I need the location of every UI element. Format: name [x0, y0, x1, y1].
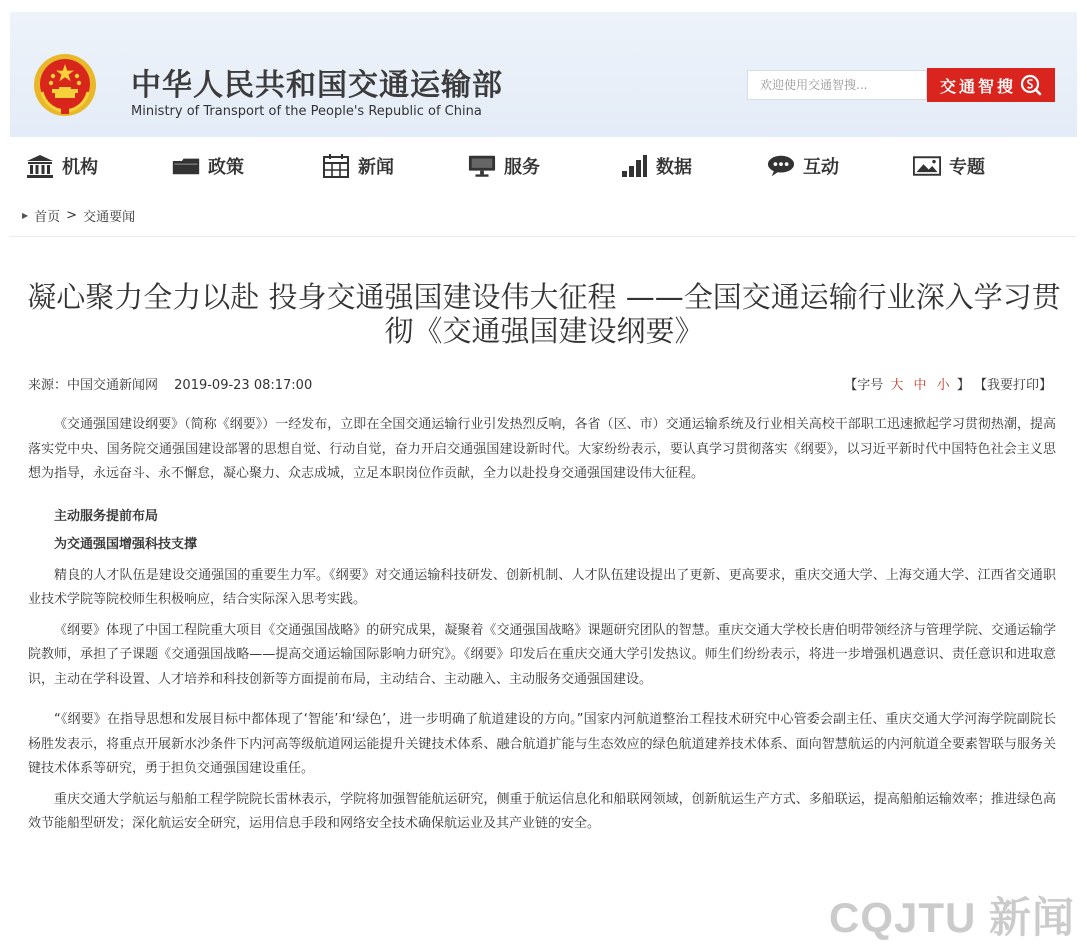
font-size-label-close: 】	[956, 378, 970, 393]
article-datetime: 2019-09-23 08:17:00	[174, 378, 313, 393]
breadcrumb-home-link[interactable]: 首页	[34, 210, 61, 225]
watermark-logo: CQJTU 新闻	[828, 894, 1075, 941]
search-button-label: 交通智搜	[939, 76, 1016, 96]
nav-item-xinwen[interactable]	[322, 150, 394, 182]
national-emblem-icon[interactable]	[32, 52, 98, 118]
nav-item-zhuanti[interactable]	[913, 150, 985, 182]
nav-item-zhengce[interactable]	[172, 150, 244, 182]
chat-bubble-icon	[767, 154, 795, 178]
nav-label: 服务	[504, 157, 540, 178]
nav-item-shuju[interactable]	[620, 150, 692, 182]
article-subheading: 主动服务提前布局	[54, 508, 159, 524]
font-size-medium-button[interactable]: 中	[913, 378, 927, 393]
nav-label: 数据	[656, 157, 692, 178]
article-paragraph: 重庆交通大学航运与船舶工程学院院长雷林表示，学院将加强智能航运研究，侧重于航运信息化和船联网领域，创新航运生产方式、多船联运，提高船舶运输效率；推进绿色高效节能船型研发；深化航运安全研究，运用信息手段和网络安全技术确保航运业及其产业链的安全。	[28, 791, 1056, 831]
site-title: 中华人民共和国交通运输部	[131, 68, 503, 103]
article-source: 来源：中国交通新闻网	[28, 378, 159, 393]
site-header	[10, 12, 1077, 137]
article-paragraph: 《纲要》体现了中国工程院重大项目《交通强国战略》的研究成果，凝聚着《交通强国战略》课题研究团队的智慧。重庆交通大学校长唐伯明带领经济与管理学院、交通运输学院教师，承担了子课题《交通强国战略——提高交通运输国际影响力研究》。《纲要》印发后在重庆交通大学引发热议。师生们纷纷表示，将进一步增强机遇意识、责任意识和进取意识，主动在学科设置、人才培养和科技创新等方面提前布局，主动结合、主动融入、主动服务交通强国建设。	[28, 622, 1056, 687]
nav-label: 互动	[803, 157, 839, 178]
print-button[interactable]: 【我要打印】	[973, 378, 1052, 393]
nav-label: 专题	[949, 157, 985, 178]
folder-icon	[172, 154, 200, 178]
bar-chart-icon	[620, 154, 648, 178]
nav-item-hudong[interactable]	[767, 150, 839, 182]
newspaper-icon	[322, 154, 350, 178]
breadcrumb	[22, 206, 135, 225]
article-paragraph: 精良的人才队伍是建设交通强国的重要生力军。《纲要》对交通运输科技研发、创新机制、人才队伍建设提出了更新、更高要求，重庆交通大学、上海交通大学、江西省交通职业技术学院等院校师生积极响应，结合实际深入思考实践。	[28, 567, 1056, 607]
building-icon	[26, 154, 54, 178]
nav-label: 政策	[208, 157, 244, 178]
site-subtitle: Ministry of Transport of the People's Republic of China	[131, 104, 482, 119]
monitor-icon	[468, 154, 496, 178]
article-paragraph: “《纲要》在指导思想和发展目标中都体现了‘智能’和‘绿色’，进一步明确了航道建设的方向。”国家内河航道整治工程技术研究中心管委会副主任、重庆交通大学河海学院副院长杨胜发表示，将重点开展新水沙条件下内河高等级航道网运能提升关键技术体系、融合航道扩能与生态效应的绿色航道建养技术体系、面向智慧航运的内河航道全要素智联与服务关键技术体系等研究，勇于担负交通强国建设重任。	[28, 712, 1056, 776]
breadcrumb-arrow-icon: ▶	[22, 211, 29, 220]
breadcrumb-divider	[10, 236, 1077, 237]
search-s-icon	[1020, 74, 1042, 96]
article-meta	[28, 374, 1052, 394]
breadcrumb-current-link[interactable]: 交通要闻	[83, 210, 136, 225]
article-body	[28, 413, 1056, 837]
font-size-small-button[interactable]: 小	[936, 378, 950, 393]
font-size-large-button[interactable]: 大	[890, 378, 904, 393]
picture-icon	[913, 154, 941, 178]
article-title: 凝心聚力全力以赴 投身交通强国建设伟大征程 ——全国交通运输行业深入学习贯彻《交通强国建设纲要》	[27, 280, 1061, 348]
search-button[interactable]	[927, 68, 1055, 102]
article-subheading: 为交通强国增强科技支撑	[54, 537, 198, 552]
nav-item-fuwu[interactable]	[468, 150, 540, 182]
nav-label: 新闻	[358, 157, 394, 178]
breadcrumb-separator: >	[66, 208, 78, 223]
font-size-label-open: 【字号	[844, 378, 884, 393]
nav-label: 机构	[62, 157, 98, 178]
nav-item-jigou[interactable]	[26, 150, 98, 182]
search-input[interactable]	[747, 70, 927, 100]
article-paragraph: 《交通强国建设纲要》（简称《纲要》）一经发布，立即在全国交通运输行业引发热烈反响，各省（区、市）交通运输系统及行业相关高校干部职工迅速掀起学习贯彻热潮，提高落实党中央、国务院交通强国建设部署的思想自觉、行动自觉，奋力开启交通强国建设新时代。大家纷纷表示，要认真学习贯彻落实《纲要》，以习近平新时代中国特色社会主义思想为指导，永远奋斗、永不懈怠，凝心聚力、众志成城，立足本职岗位作贡献，全力以赴投身交通强国建设伟大征程。	[28, 417, 1056, 481]
main-nav	[10, 138, 1077, 194]
